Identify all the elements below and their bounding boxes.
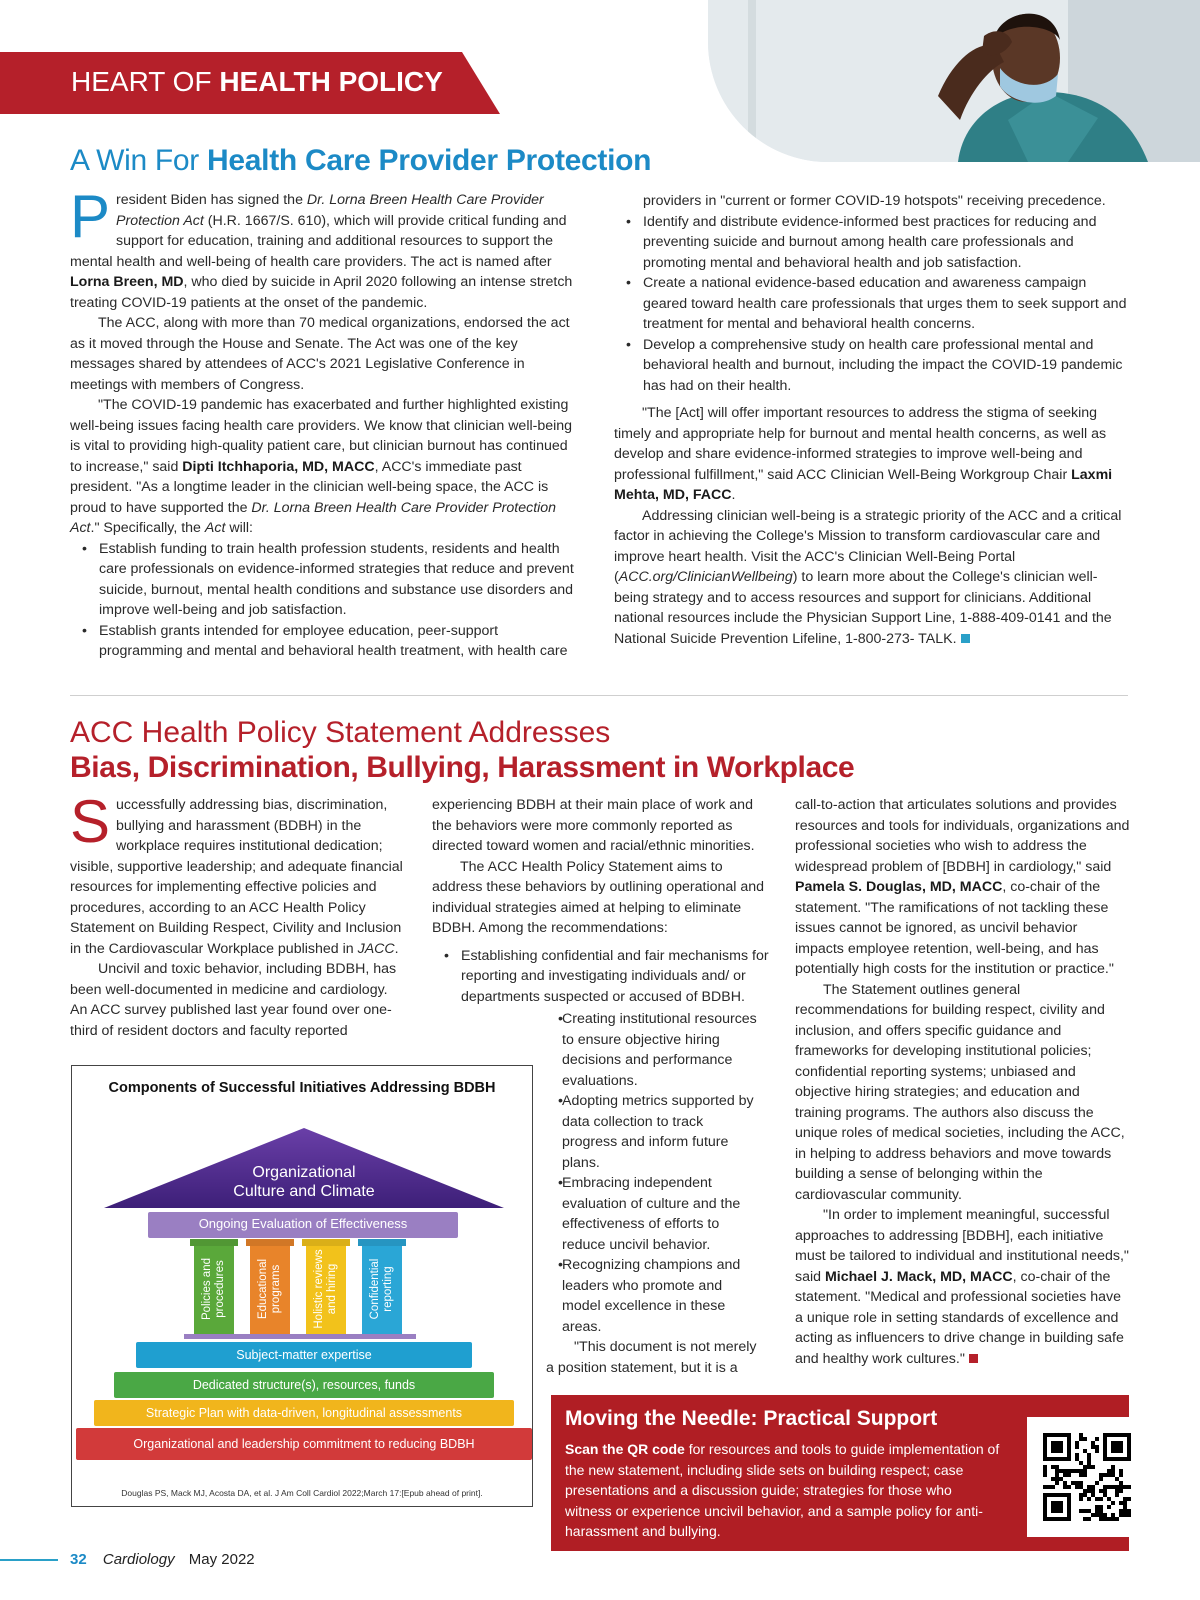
figure-citation: Douglas PS, Mack MJ, Acosta DA, et al. J Am Coll Cardiol 2022;March 17:[Epub ahead of print].	[121, 1488, 483, 1498]
figure-pillar-label: Policies and procedures	[201, 1258, 226, 1321]
article2-bullet-2: • Creating institutional resources to ensure objective hiring decisions and performance evaluations.	[546, 1009, 758, 1091]
article1-title-bold: Health Care Provider Protection	[207, 144, 652, 177]
article1-paragraph-4: "The [Act] will offer important resources to address the stigma of seeking timely and appropriate help for burnout and mental health concerns, as well as develop and share evidence-informed strategies to improve well-being and professional fulfillment," said ACC Clinician Well-Being Workgroup Chair Laxmi Mehta, MD, FACC.	[614, 405, 1113, 503]
banner-text-light: HEART OF	[71, 66, 220, 97]
figure-title: Components of Successful Initiatives Addressing BDBH	[108, 1080, 496, 1096]
article2-title	[70, 716, 854, 786]
article1-column-left	[70, 183, 582, 662]
figure-pillar	[194, 1242, 234, 1336]
article2-paragraph-5: "This document is not merely a position statement, but it is a	[546, 1339, 757, 1376]
article1-paragraph-3: "The COVID-19 pandemic has exacerbated and further highlighted existing well-being issues facing health care providers. We know that clinician well-being is vital to providing high-quality patient care, but clinician burnout has continued to increase," said Dipti Itchhaporia, MD, MACC, ACC's immediate past president. "As a longtime leader in the clinician well-being space, the ACC is proud to have supported the Dr. Lorna Breen Health Care Provider Protection Act." Specifically, the Act will:	[70, 397, 573, 536]
figure-step	[136, 1342, 472, 1368]
article1-column-right	[614, 191, 1130, 649]
figure-step-label: Subject-matter expertise	[236, 1348, 372, 1362]
page-number: 32	[70, 1551, 87, 1568]
callout-box	[551, 1395, 1129, 1551]
article2-title-line1: ACC Health Policy Statement Addresses	[70, 716, 611, 749]
figure-roof-text: Organizational Culture and Climate	[233, 1164, 375, 1200]
article2-paragraph-7: The Statement outlines general recommendations for building respect, civility and inclusion, and offers specific guidance and frameworks for developing institutional policies; confidential reporting systems; unbiased and objective hiring strategies; and education and training programs. The authors also discuss the unique roles of medical societies, including the ACC, in helping to address behaviors and move towards building a sense of belonging within the cardiovascular community.	[795, 981, 1125, 1203]
health-worker-illustration	[708, 0, 1200, 162]
article1-title	[70, 143, 651, 179]
figure-pillar	[306, 1242, 346, 1336]
article2-bullet-5: • Recognizing champions and leaders who promote and model excellence in these areas.	[546, 1255, 758, 1337]
end-mark-icon	[969, 1354, 978, 1363]
article1-title-light: A Win For	[70, 144, 208, 177]
figure-pillar-label: Educational programs	[257, 1258, 282, 1320]
article2-paragraph-3: experiencing BDBH at their main place of work and the behaviors were more commonly reported as directed toward women and racial/ethnic minorities.	[432, 797, 755, 854]
article2-paragraph-4: The ACC Health Policy Statement aims to address these behaviors by outlining operational and individual strategies aimed at helping to eliminate BDBH. Among the recommendations:	[432, 858, 765, 936]
figure-step	[94, 1400, 514, 1426]
footer-rule	[0, 1559, 58, 1561]
figure-pillar-label: Confidential reporting	[369, 1258, 394, 1320]
article2-paragraph-1: Successfully addressing bias, discrimination, bullying and harassment (BDBH) in the workplace requires institutional dedication; visible, supportive leadership; and adequate financial resources for implementing effective policies and procedures, according to an ACC Health Policy Statement on Building Respect, Civility and Inclusion in the Cardiovascular Workplace published in JACC.	[70, 788, 403, 957]
article1-bullet-3: • Identify and distribute evidence-informed best practices for reducing and preventing suicide and burnout among health care professionals and promoting mental and behavioral health and job satisfaction.	[614, 212, 1130, 274]
article1-paragraph-1: President Biden has signed the Dr. Lorna Breen Health Care Provider Protection Act (H.R. 1667/S. 610), which will provide critical funding and support for education, training and additional resources to support the mental health and well-being of health care providers. The act is named after Lorna Breen, MD, who died by suicide in April 2020 following an intense stretch treating COVID-19 patients at the onset of the pandemic.	[70, 183, 573, 311]
article1-dropcap: P	[70, 183, 111, 250]
article2-title-line2: Bias, Discrimination, Bullying, Harassment in Workplace	[70, 751, 855, 784]
section-banner	[0, 52, 500, 114]
figure-beam-label: Ongoing Evaluation of Effectiveness	[198, 1216, 408, 1231]
article1-bullet-2-continued: providers in "current or former COVID-19 hotspots" receiving precedence.	[643, 193, 1106, 209]
banner-text-bold: HEALTH POLICY	[219, 66, 443, 97]
figure-pillar	[362, 1242, 402, 1336]
article2-bullet-4: • Embracing independent evaluation of culture and the effectiveness of efforts to reduce uncivil behavior.	[546, 1173, 758, 1255]
article2-bullet-1: • Establishing confidential and fair mechanisms for reporting and investigating individuals and/ or departments suspected or accused of BDBH.	[432, 946, 772, 1008]
callout-body: Scan the QR code for resources and tools to guide implementation of the new statement, including slide sets on building respect; case presentations and a discussion guide; strategies for those who witness or experience uncivil behavior, and a sample policy for anti-harassment and bullying.	[565, 1441, 1000, 1539]
article1-bullet-1: • Establish funding to train health profession students, residents and health care professionals on evidence-informed strategies that reduce and prevent suicide, burnout, mental health conditions and substance use disorders and improve well-being and job satisfaction.	[70, 539, 582, 621]
figure-step-label: Strategic Plan with data-driven, longitudinal assessments	[145, 1406, 463, 1420]
figure-box	[71, 1065, 533, 1507]
article1-paragraph-5: Addressing clinician well-being is a strategic priority of the ACC and a critical factor in achieving the College's Mission to transform cardiovascular care and improve heart health. Visit the ACC's Clinician Well-Being Portal (ACC.org/ClinicianWellbeing) to learn more about the College's clinician well-being strategy and to access resources and support for clinicians. Additional national resources include the Physician Support Line, 1-888-409-0141 and the National Suicide Prevention Lifeline, 1-800-273- TALK.	[614, 507, 1122, 647]
section-divider	[70, 695, 1128, 696]
article1-bullet-2: • Establish grants intended for employee education, peer-support programming and mental and behavioral health treatment, with health care	[70, 621, 582, 662]
article2-dropcap: S	[70, 788, 111, 855]
figure-pillar	[250, 1242, 290, 1336]
header-photo	[708, 0, 1200, 162]
magazine-name: Cardiology	[102, 1551, 175, 1568]
article2-paragraph-6: call-to-action that articulates solutions and provides resources and tools for individuals, organizations and professional societies who wish to address the widespread problem of [BDBH] in cardiology," said Pamela S. Douglas, MD, MACC, co-chair of the statement. "The ramifications of not tackling these issues cannot be ignored, as uncivil behavior impacts employee retention, well-being, and has potentially high costs for the institution or practice."	[795, 797, 1130, 977]
qr-code-icon	[1043, 1433, 1131, 1521]
article2-column-2	[432, 795, 772, 1007]
article2-bullet-3: • Adopting metrics supported by data collection to track progress and inform future plans.	[546, 1091, 758, 1173]
article2-paragraph-2: Uncivil and toxic behavior, including BDBH, has been well-documented in medicine and cardiology. An ACC survey published last year found over one-third of resident doctors and faculty reported	[70, 961, 397, 1039]
article1-bullet-4: • Create a national evidence-based education and awareness campaign geared toward health care professionals that urges them to seek support and treatment for mental and behavioral health concerns.	[614, 273, 1130, 335]
article2-column-3	[795, 795, 1130, 1369]
article1-paragraph-2: The ACC, along with more than 70 medical organizations, endorsed the act as it moved through the House and Senate. The Act was one of the key messages shared by attendees of ACC's 2021 Legislative Conference in meetings with members of Congress.	[70, 315, 570, 393]
figure-step	[114, 1372, 494, 1398]
figure-step-label: Dedicated structure(s), resources, funds	[192, 1378, 416, 1392]
callout-title: Moving the Needle: Practical Support	[565, 1407, 938, 1430]
footer	[70, 1551, 255, 1568]
figure-step	[76, 1428, 532, 1460]
figure-pillar-base	[184, 1334, 416, 1339]
article2-column-2-narrow	[546, 1009, 758, 1378]
article1-bullet-5: • Develop a comprehensive study on health care professional mental and behavioral health and burnout, including the impact the COVID-19 pandemic has had on their health.	[614, 335, 1130, 397]
article2-paragraph-8: "In order to implement meaningful, successful approaches to addressing [BDBH], each initiative must be tailored to individual and institutional needs," said Michael J. Mack, MD, MACC, co-chair of the statement. "Medical and professional societies have a unique role in setting standards of excellence and acting as influencers to drive change in building safe and healthy work cultures."	[795, 1207, 1129, 1367]
figure-pillar-label: Holistic reviews and hiring	[313, 1249, 338, 1329]
end-mark-icon	[961, 634, 970, 643]
issue-date: May 2022	[188, 1551, 255, 1568]
article2-column-1	[70, 788, 408, 1041]
qr-code[interactable]	[1027, 1417, 1147, 1537]
figure-step-label: Organizational and leadership commitment to reducing BDBH	[133, 1437, 475, 1451]
